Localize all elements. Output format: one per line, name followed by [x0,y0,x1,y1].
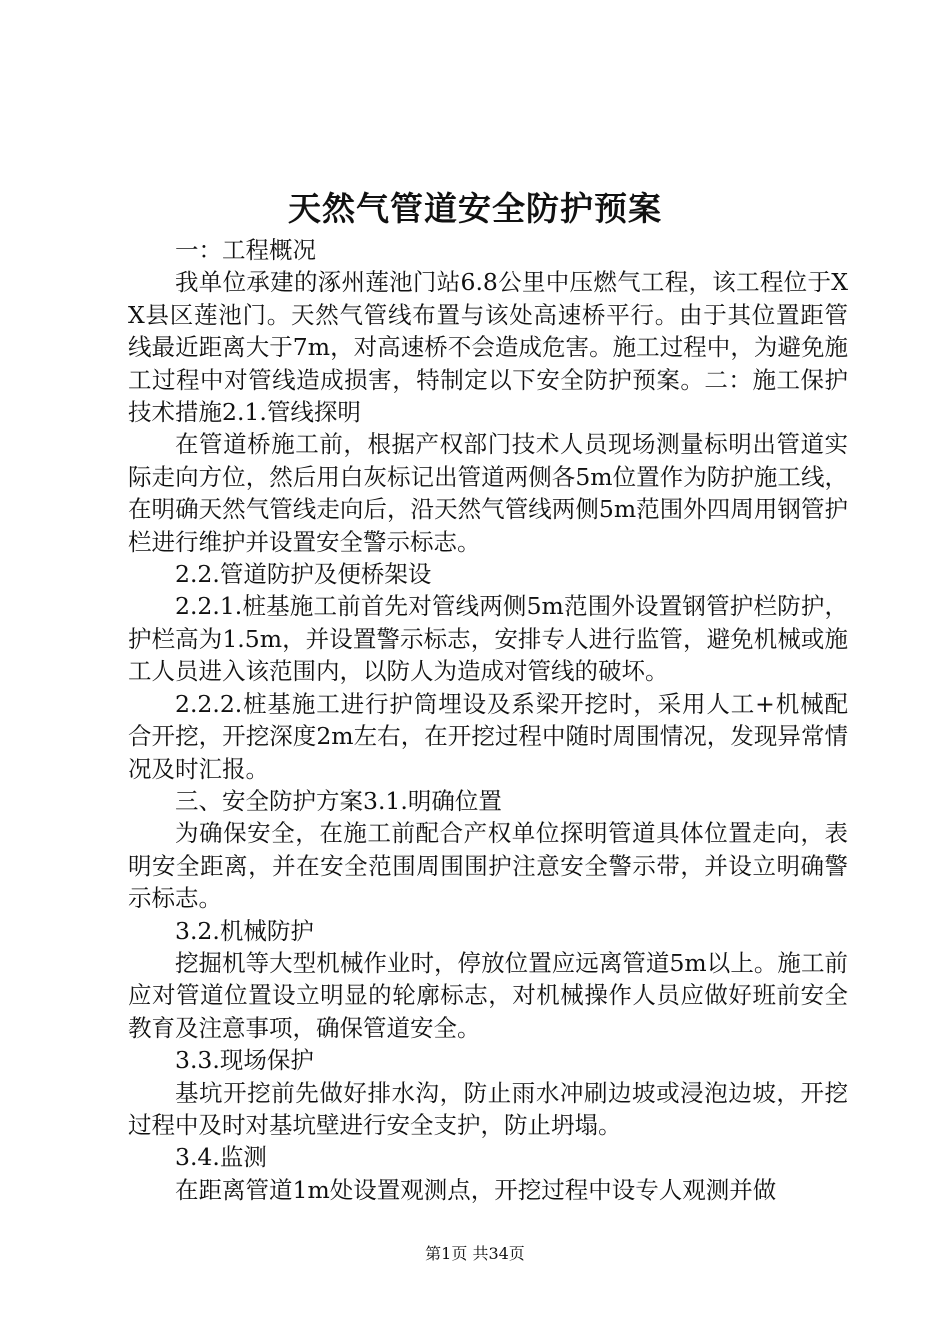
paragraph-2-2-2: 2.2.2.桩基施工进行护筒埋设及系梁开挖时，采用人工+机械配合开挖，开挖深度2m左右，在开挖过程中随时周围情况，发现异常情况及时汇报。 [128,689,848,783]
section-heading-2-2: 2.2.管道防护及便桥架设 [175,560,432,589]
page-footer: 第1页 共34页 [425,1244,525,1263]
document-title: 天然气管道安全防护预案 [288,189,662,228]
paragraph-3-2: 挖掘机等大型机械作业时，停放位置应远离管道5m以上。施工前应对管道位置设立明显的轮廓标志，对机械操作人员应做好班前安全教育及注意事项，确保管道安全。 [128,948,848,1042]
paragraph-3-4: 在距离管道1m处设置观测点，开挖过程中设专人观测并做 [175,1175,777,1204]
section-heading-3-3: 3.3.现场保护 [175,1046,314,1075]
section-heading-3-4: 3.4.监测 [175,1143,267,1172]
paragraph-project-description: 我单位承建的涿州莲池门站6.8公里中压燃气工程，该工程位于XX县区莲池门。天然气管线布置与该处高速桥平行。由于其位置距管线最近距离大于7m，对高速桥不会造成危害。施工过程中，为避免施工过程中对管线造成损害，特制定以下安全防护预案。二：施工保护技术措施2.1.管线探明 [128,268,848,427]
paragraph-3-1: 为确保安全，在施工前配合产权单位探明管道具体位置走向，表明安全距离，并在安全范围周围围护注意安全警示带，并设立明确警示标志。 [128,819,848,913]
section-heading-3-2: 3.2.机械防护 [175,916,314,945]
paragraph-2-2-1: 2.2.1.桩基施工前首先对管线两侧5m范围外设置钢管护栏防护，护栏高为1.5m，并设置警示标志，安排专人进行监管，避免机械或施工人员进入该范围内，以防人为造成对管线的破坏。 [128,592,848,686]
paragraph-3-3: 基坑开挖前先做好排水沟，防止雨水冲刷边坡或浸泡边坡，开挖过程中及时对基坑壁进行安全支护，防止坍塌。 [128,1078,848,1139]
paragraph-pipeline-detection: 在管道桥施工前，根据产权部门技术人员现场测量标明出管道实际走向方位，然后用白灰标记出管道两侧各5m位置作为防护施工线，在明确天然气管线走向后，沿天然气管线两侧5m范围外四周用钢管护栏进行维护并设置安全警示标志。 [128,430,848,556]
section-heading-3-1: 三、安全防护方案3.1.明确位置 [175,786,502,815]
section-heading-overview: 一：工程概况 [175,236,316,264]
document-body [128,234,848,1206]
